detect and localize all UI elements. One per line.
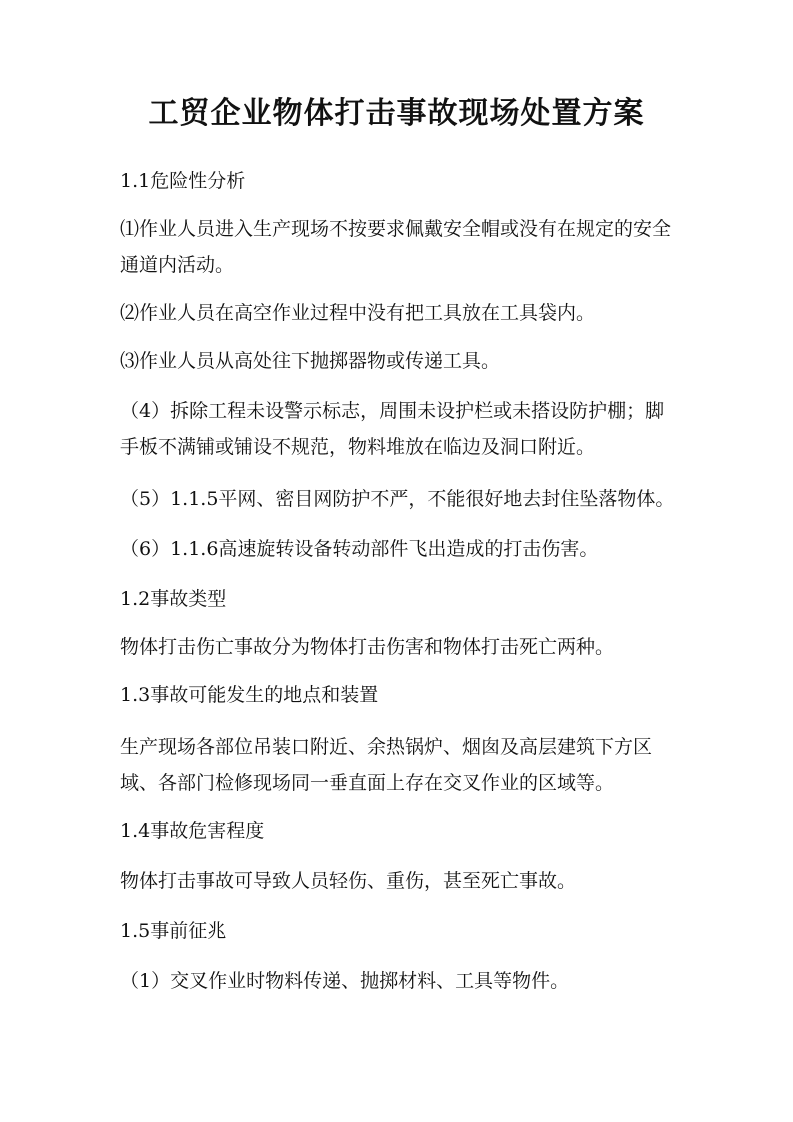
paragraph-item-3: ⑶作业人员从高处往下抛掷器物或传递工具。 [120,350,501,372]
paragraph-item-6: （6）1.1.6高速旋转设备转动部件飞出造成的打击伤害。 [120,538,599,560]
heading-warning-signs: 1.5事前征兆 [120,920,227,942]
heading-accident-type: 1.2事故类型 [120,588,227,610]
heading-harm-degree: 1.4事故危害程度 [120,820,265,842]
document-title: 工贸企业物体打击事故现场处置方案 [148,96,645,131]
paragraph-item-5: （5）1.1.5平网、密目网防护不严，不能很好地去封住坠落物体。 [120,488,675,510]
paragraph-item-4: （4）拆除工程未设警示标志，周围未设护栏或未搭设防护棚；脚手板不满铺或铺设不规范，物料堆放在临边及洞口附近。 [120,400,665,458]
heading-hazard-analysis: 1.1危险性分析 [120,170,246,192]
paragraph-warning-sign-1: （1）交叉作业时物料传递、抛掷材料、工具等物件。 [120,970,570,992]
paragraph-item-2: ⑵作业人员在高空作业过程中没有把工具放在工具袋内。 [120,302,596,324]
paragraph-accident-type: 物体打击伤亡事故分为物体打击伤害和物体打击死亡两种。 [120,636,615,658]
paragraph-item-1: ⑴作业人员进入生产现场不按要求佩戴安全帽或没有在规定的安全通道内活动。 [120,218,672,276]
paragraph-locations: 生产现场各部位吊装口附近、余热锅炉、烟囱及高层建筑下方区域、各部门检修现场同一垂直面上存在交叉作业的区域等。 [120,736,653,794]
heading-locations: 1.3事故可能发生的地点和装置 [120,684,379,706]
paragraph-harm-degree: 物体打击事故可导致人员轻伤、重伤，甚至死亡事故。 [120,870,577,892]
